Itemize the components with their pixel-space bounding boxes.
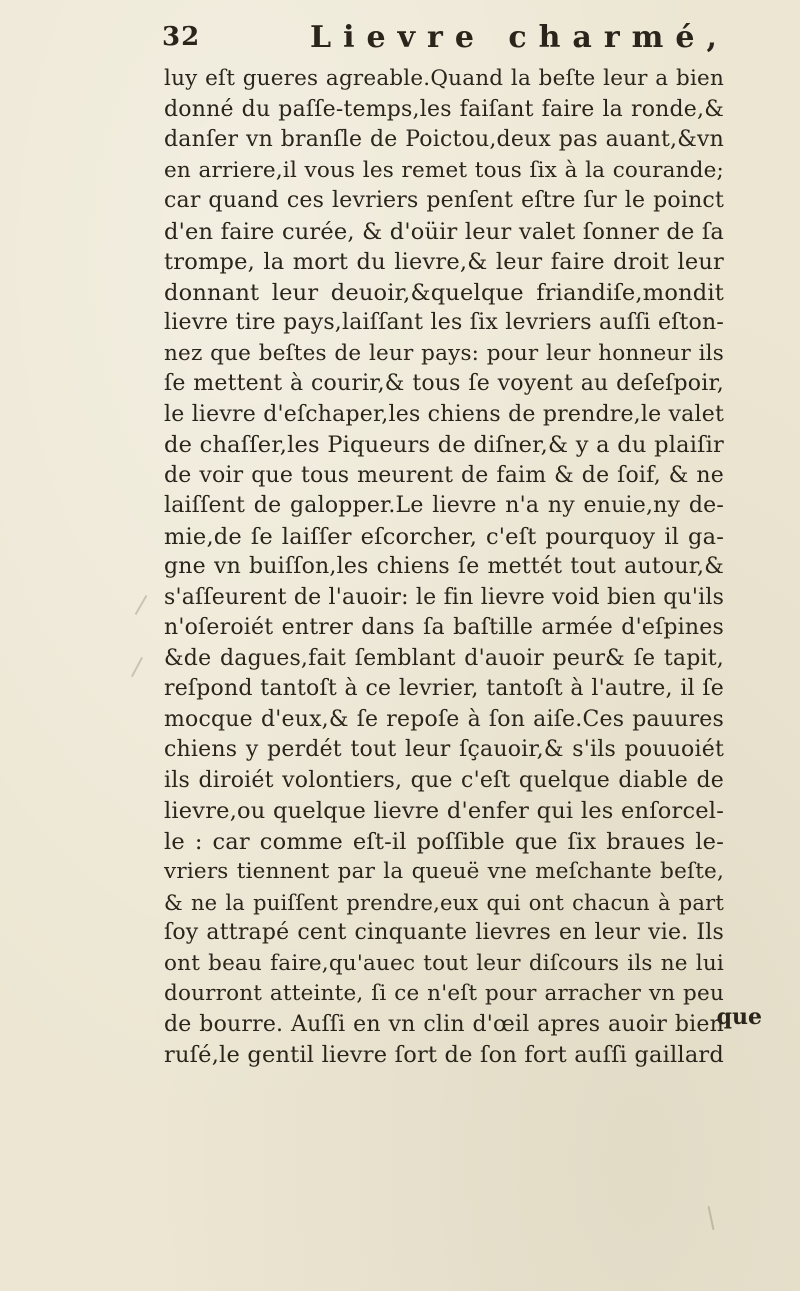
text-line: de chaſſer,les Piqueurs de diſner,& y a du plaiſir (164, 432, 724, 458)
text-line: d'en faire curée, & d'oüir leur valet ſonner de ſa (164, 218, 724, 245)
text-line: & ne la puiſſent prendre,eux qui ont chacun à part (164, 890, 724, 915)
text-line: le lievre d'eſchaper,les chiens de prendre,le valet (164, 401, 724, 427)
text-line: vriers tiennent par la queuë vne meſchante beſte, (164, 859, 724, 884)
text-line: &de dagues,fait ſemblant d'auoir peur& ſe tapit, (164, 645, 724, 671)
text-line: le : car comme eſt-il poſſible que ſix braues le- (164, 828, 724, 855)
text-line: ſoy attrapé cent cinquante lievres en leur vie. Ils (164, 920, 724, 945)
text-line: ont beau faire,qu'auec tout leur diſcours ils ne lui (164, 950, 724, 976)
margin-stain (135, 595, 148, 615)
text-line: s'aſſeurent de l'auoir: le fin lievre void bien qu'ils (164, 584, 725, 610)
text-line: reſpond tantoſt à ce levrier, tantoſt à l'autre, il ſe (164, 676, 724, 701)
margin-stain (708, 1206, 715, 1230)
text-line: de bourre. Auſſi en vn clin d'œil apres auoir bien (164, 1011, 724, 1037)
text-line: gne vn buiſſon,les chiens ſe mettét tout autour,& (164, 554, 724, 579)
text-line: ruſé,le gentil lievre ſort de ſon fort auſſi gaillard (164, 1042, 724, 1068)
text-line: donnant leur deuoir,&quelque friandiſe,mondit (164, 279, 724, 306)
text-line: mocque d'eux,& ſe repoſe à ſon aiſe.Ces pauures (164, 706, 724, 732)
text-line: en arriere,il vous les remet tous ſix à la courande; (164, 157, 724, 183)
text-line: danſer vn branſle de Poictou,deux pas auant,&vn (164, 127, 724, 152)
text-line: nez que beſtes de leur pays: pour leur honneur ils (164, 340, 724, 366)
text-line: ils diroiét volontiers, que c'eſt quelque diable de (164, 767, 724, 793)
margin-stain (131, 657, 143, 677)
page-number: 32 (162, 22, 201, 52)
text-line: luy eſt gueres agreable.Quand la beſte leur a bien (164, 66, 724, 91)
running-title: Lievre charmé, (310, 20, 729, 55)
body-text (164, 64, 724, 1071)
text-line: donné du paſſe-temps,les faiſant faire la ronde,& (164, 96, 724, 122)
text-line: laiſſent de galopper.Le lievre n'a ny enuie,ny de- (164, 493, 724, 518)
text-line: trompe, la mort du lievre,& leur faire droit leur (164, 249, 724, 275)
text-line: car quand ces levriers penſent eſtre ſur le poinct (164, 188, 724, 213)
text-line: ſe mettent à courir,& tous ſe voyent au deſeſpoir, (164, 371, 724, 396)
page-header (162, 18, 729, 62)
text-line: mie,de ſe laiſſer eſcorcher, c'eſt pourquoy il ga- (164, 523, 724, 550)
text-line: lievre tire pays,laiſſant les ſix levriers auſſi eſton- (164, 310, 724, 335)
catchword: que (716, 1004, 762, 1030)
text-line: de voir que tous meurent de faim & de ſoif, & ne (164, 462, 724, 488)
text-line: chiens y perdét tout leur ſçauoir,& s'ils pouuoiét (164, 737, 724, 762)
text-line: lievre,ou quelque lievre d'enfer qui les enſorcel- (164, 798, 724, 824)
text-line: n'oſeroiét entrer dans ſa baſtille armée d'eſpines (164, 615, 724, 640)
text-line: dourront atteinte, ſi ce n'eſt pour arracher vn peu (164, 981, 724, 1006)
